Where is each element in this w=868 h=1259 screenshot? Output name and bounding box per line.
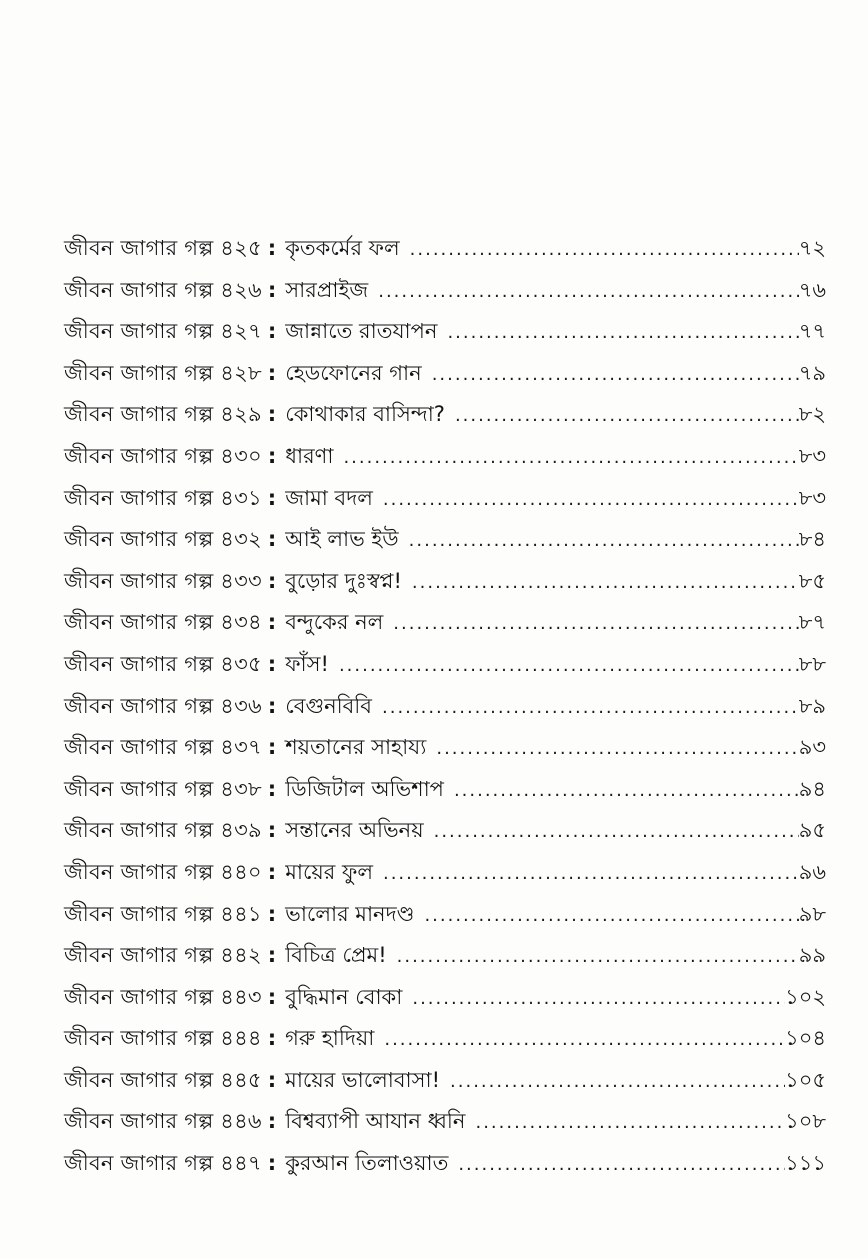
story-title: সারপ্রাইজ bbox=[285, 277, 369, 302]
page-number: ৮৮ bbox=[798, 651, 826, 676]
toc-entry bbox=[64, 353, 826, 395]
story-title: গরু হাদিয়া bbox=[285, 1026, 375, 1051]
toc-entry bbox=[64, 1101, 826, 1143]
toc-entry bbox=[64, 852, 826, 894]
toc-entry bbox=[64, 602, 826, 644]
separator: : bbox=[267, 527, 277, 552]
separator: : bbox=[267, 360, 277, 385]
toc-entry bbox=[64, 1143, 826, 1185]
series-number: জীবন জাগার গল্প ৪৩৫ bbox=[64, 651, 262, 676]
story-title: ধারণা bbox=[285, 443, 334, 468]
series-number: জীবন জাগার গল্প ৪৩২ bbox=[64, 527, 262, 552]
page-number: ৮৩ bbox=[798, 443, 826, 468]
separator: : bbox=[267, 1026, 277, 1051]
toc-entry bbox=[64, 894, 826, 936]
series-number: জীবন জাগার গল্প ৪২৬ bbox=[64, 277, 262, 302]
story-title: কৃতকর্মের ফল bbox=[285, 236, 400, 260]
series-number: জীবন জাগার গল্প ৪৩৪ bbox=[64, 610, 262, 635]
toc-entry bbox=[64, 686, 826, 728]
separator: : bbox=[267, 693, 277, 718]
dot-leader bbox=[384, 1019, 785, 1061]
toc-entry bbox=[64, 1060, 826, 1102]
series-number: জীবন জাগার গল্প ৪৪৫ bbox=[64, 1067, 262, 1092]
series-number: জীবন জাগার গল্প ৪৪৬ bbox=[64, 1109, 262, 1134]
toc-entry bbox=[64, 270, 826, 312]
story-title: ফাঁস! bbox=[285, 651, 329, 676]
dot-leader bbox=[432, 354, 799, 396]
toc-entry bbox=[64, 478, 826, 520]
page-number: ৮৭ bbox=[798, 610, 826, 635]
dot-leader bbox=[378, 271, 798, 313]
separator: : bbox=[267, 236, 277, 260]
page-number: ৭৭ bbox=[798, 319, 826, 344]
series-number: জীবন জাগার গল্প ৪৪১ bbox=[64, 901, 262, 926]
separator: : bbox=[267, 568, 277, 593]
dot-leader bbox=[397, 936, 799, 978]
dot-leader bbox=[410, 229, 799, 271]
dot-leader bbox=[343, 437, 798, 479]
story-title: কুরআন তিলাওয়াত bbox=[285, 1151, 449, 1176]
dot-leader bbox=[424, 895, 798, 937]
dot-leader bbox=[409, 520, 799, 562]
toc-entry bbox=[64, 436, 826, 478]
separator: : bbox=[267, 1109, 277, 1134]
page-number: ১০৫ bbox=[785, 1067, 826, 1092]
separator: : bbox=[267, 1151, 277, 1176]
story-title: সন্তানের অভিনয় bbox=[285, 818, 424, 843]
separator: : bbox=[267, 735, 277, 760]
story-title: বন্দুকের নল bbox=[285, 610, 384, 635]
toc-entry bbox=[64, 394, 826, 436]
series-number: জীবন জাগার গল্প ৪৪২ bbox=[64, 943, 262, 968]
story-title: মায়ের ফুল bbox=[285, 859, 373, 884]
series-number: জীবন জাগার গল্প ৪৩৭ bbox=[64, 735, 262, 760]
page-number: ১১১ bbox=[785, 1151, 826, 1176]
page-number: ৭৬ bbox=[798, 277, 826, 302]
page-number: ১০৪ bbox=[785, 1026, 826, 1051]
series-number: জীবন জাগার গল্প ৪৩৯ bbox=[64, 818, 262, 843]
dot-leader bbox=[450, 1061, 785, 1103]
toc-entry bbox=[64, 977, 826, 1019]
page-number: ৯৪ bbox=[798, 776, 826, 801]
dot-leader bbox=[382, 687, 799, 729]
separator: : bbox=[267, 776, 277, 801]
dot-leader bbox=[412, 978, 785, 1020]
dot-leader bbox=[436, 728, 798, 770]
separator: : bbox=[267, 485, 277, 510]
page-number: ৯৮ bbox=[798, 901, 826, 926]
table-of-contents bbox=[64, 228, 826, 1185]
story-title: জান্নাতে রাতযাপন bbox=[285, 319, 438, 344]
series-number: জীবন জাগার গল্প ৪৪৭ bbox=[64, 1151, 262, 1176]
story-title: বুদ্ধিমান বোকা bbox=[285, 984, 403, 1009]
series-number: জীবন জাগার গল্প ৪২৯ bbox=[64, 402, 262, 427]
series-number: জীবন জাগার গল্প ৪২৭ bbox=[64, 319, 262, 344]
separator: : bbox=[267, 818, 277, 843]
separator: : bbox=[267, 984, 277, 1009]
story-title: শয়তানের সাহায্য bbox=[285, 735, 427, 760]
separator: : bbox=[267, 651, 277, 676]
separator: : bbox=[267, 610, 277, 635]
story-title: বিশ্বব্যাপী আযান ধ্বনি bbox=[285, 1109, 466, 1134]
separator: : bbox=[267, 402, 277, 427]
dot-leader bbox=[447, 312, 798, 354]
toc-entry bbox=[64, 1018, 826, 1060]
dot-leader bbox=[393, 603, 798, 645]
dot-leader bbox=[434, 811, 799, 853]
toc-entry bbox=[64, 727, 826, 769]
story-title: বেগুনবিবি bbox=[285, 693, 372, 718]
series-number: জীবন জাগার গল্প ৪৩৮ bbox=[64, 776, 262, 801]
series-number: জীবন জাগার গল্প ৪৩৬ bbox=[64, 693, 262, 718]
separator: : bbox=[267, 1067, 277, 1092]
series-number: জীবন জাগার গল্প ৪২৮ bbox=[64, 360, 262, 385]
story-title: হেডফোনের গান bbox=[285, 360, 422, 385]
page-number: ৮২ bbox=[798, 402, 826, 427]
page-number: ৭২ bbox=[798, 236, 826, 260]
page-number: ১০২ bbox=[785, 984, 826, 1009]
page-number: ৯৫ bbox=[798, 818, 826, 843]
separator: : bbox=[267, 277, 277, 302]
dot-leader bbox=[475, 1102, 785, 1144]
toc-entry bbox=[64, 935, 826, 977]
dot-leader bbox=[458, 1144, 785, 1186]
page-number: ৮৩ bbox=[798, 485, 826, 510]
toc-entry bbox=[64, 519, 826, 561]
dot-leader bbox=[339, 645, 799, 687]
story-title: বিচিত্র প্রেম! bbox=[285, 943, 387, 968]
story-title: মায়ের ভালোবাসা! bbox=[285, 1067, 441, 1092]
series-number: জীবন জাগার গল্প ৪২৫ bbox=[64, 236, 262, 260]
dot-leader bbox=[383, 479, 799, 521]
page-number: ৯৩ bbox=[798, 735, 826, 760]
page-number: ৭৯ bbox=[798, 360, 826, 385]
toc-entry bbox=[64, 644, 826, 686]
page-number: ৮৫ bbox=[798, 568, 826, 593]
series-number: জীবন জাগার গল্প ৪৪৩ bbox=[64, 984, 262, 1009]
series-number: জীবন জাগার গল্প ৪৪৪ bbox=[64, 1026, 262, 1051]
series-number: জীবন জাগার গল্প ৪৩১ bbox=[64, 485, 262, 510]
separator: : bbox=[267, 901, 277, 926]
toc-entry bbox=[64, 561, 826, 603]
toc-entry bbox=[64, 311, 826, 353]
series-number: জীবন জাগার গল্প ৪৩০ bbox=[64, 443, 262, 468]
dot-leader bbox=[454, 770, 799, 812]
story-title: আই লাভ ইউ bbox=[285, 527, 399, 552]
story-title: কোথাকার বাসিন্দা? bbox=[285, 402, 445, 427]
page-number: ১০৮ bbox=[785, 1109, 826, 1134]
series-number: জীবন জাগার গল্প ৪৪০ bbox=[64, 859, 262, 884]
series-number: জীবন জাগার গল্প ৪৩৩ bbox=[64, 568, 262, 593]
toc-entry bbox=[64, 810, 826, 852]
story-title: ভালোর মানদণ্ড bbox=[285, 901, 415, 926]
page-number: ৮৪ bbox=[798, 527, 826, 552]
page-number: ৯৯ bbox=[798, 943, 826, 968]
story-title: ডিজিটাল অভিশাপ bbox=[285, 776, 444, 801]
separator: : bbox=[267, 859, 277, 884]
separator: : bbox=[267, 443, 277, 468]
separator: : bbox=[267, 943, 277, 968]
page-number: ৯৬ bbox=[798, 859, 826, 884]
story-title: বুড়োর দুঃস্বপ্ন! bbox=[285, 568, 402, 593]
toc-entry bbox=[64, 228, 826, 270]
separator: : bbox=[267, 319, 277, 344]
dot-leader bbox=[455, 395, 799, 437]
dot-leader bbox=[412, 562, 799, 604]
story-title: জামা বদল bbox=[285, 485, 373, 510]
toc-entry bbox=[64, 769, 826, 811]
page-number: ৮৯ bbox=[798, 693, 826, 718]
dot-leader bbox=[383, 853, 799, 895]
